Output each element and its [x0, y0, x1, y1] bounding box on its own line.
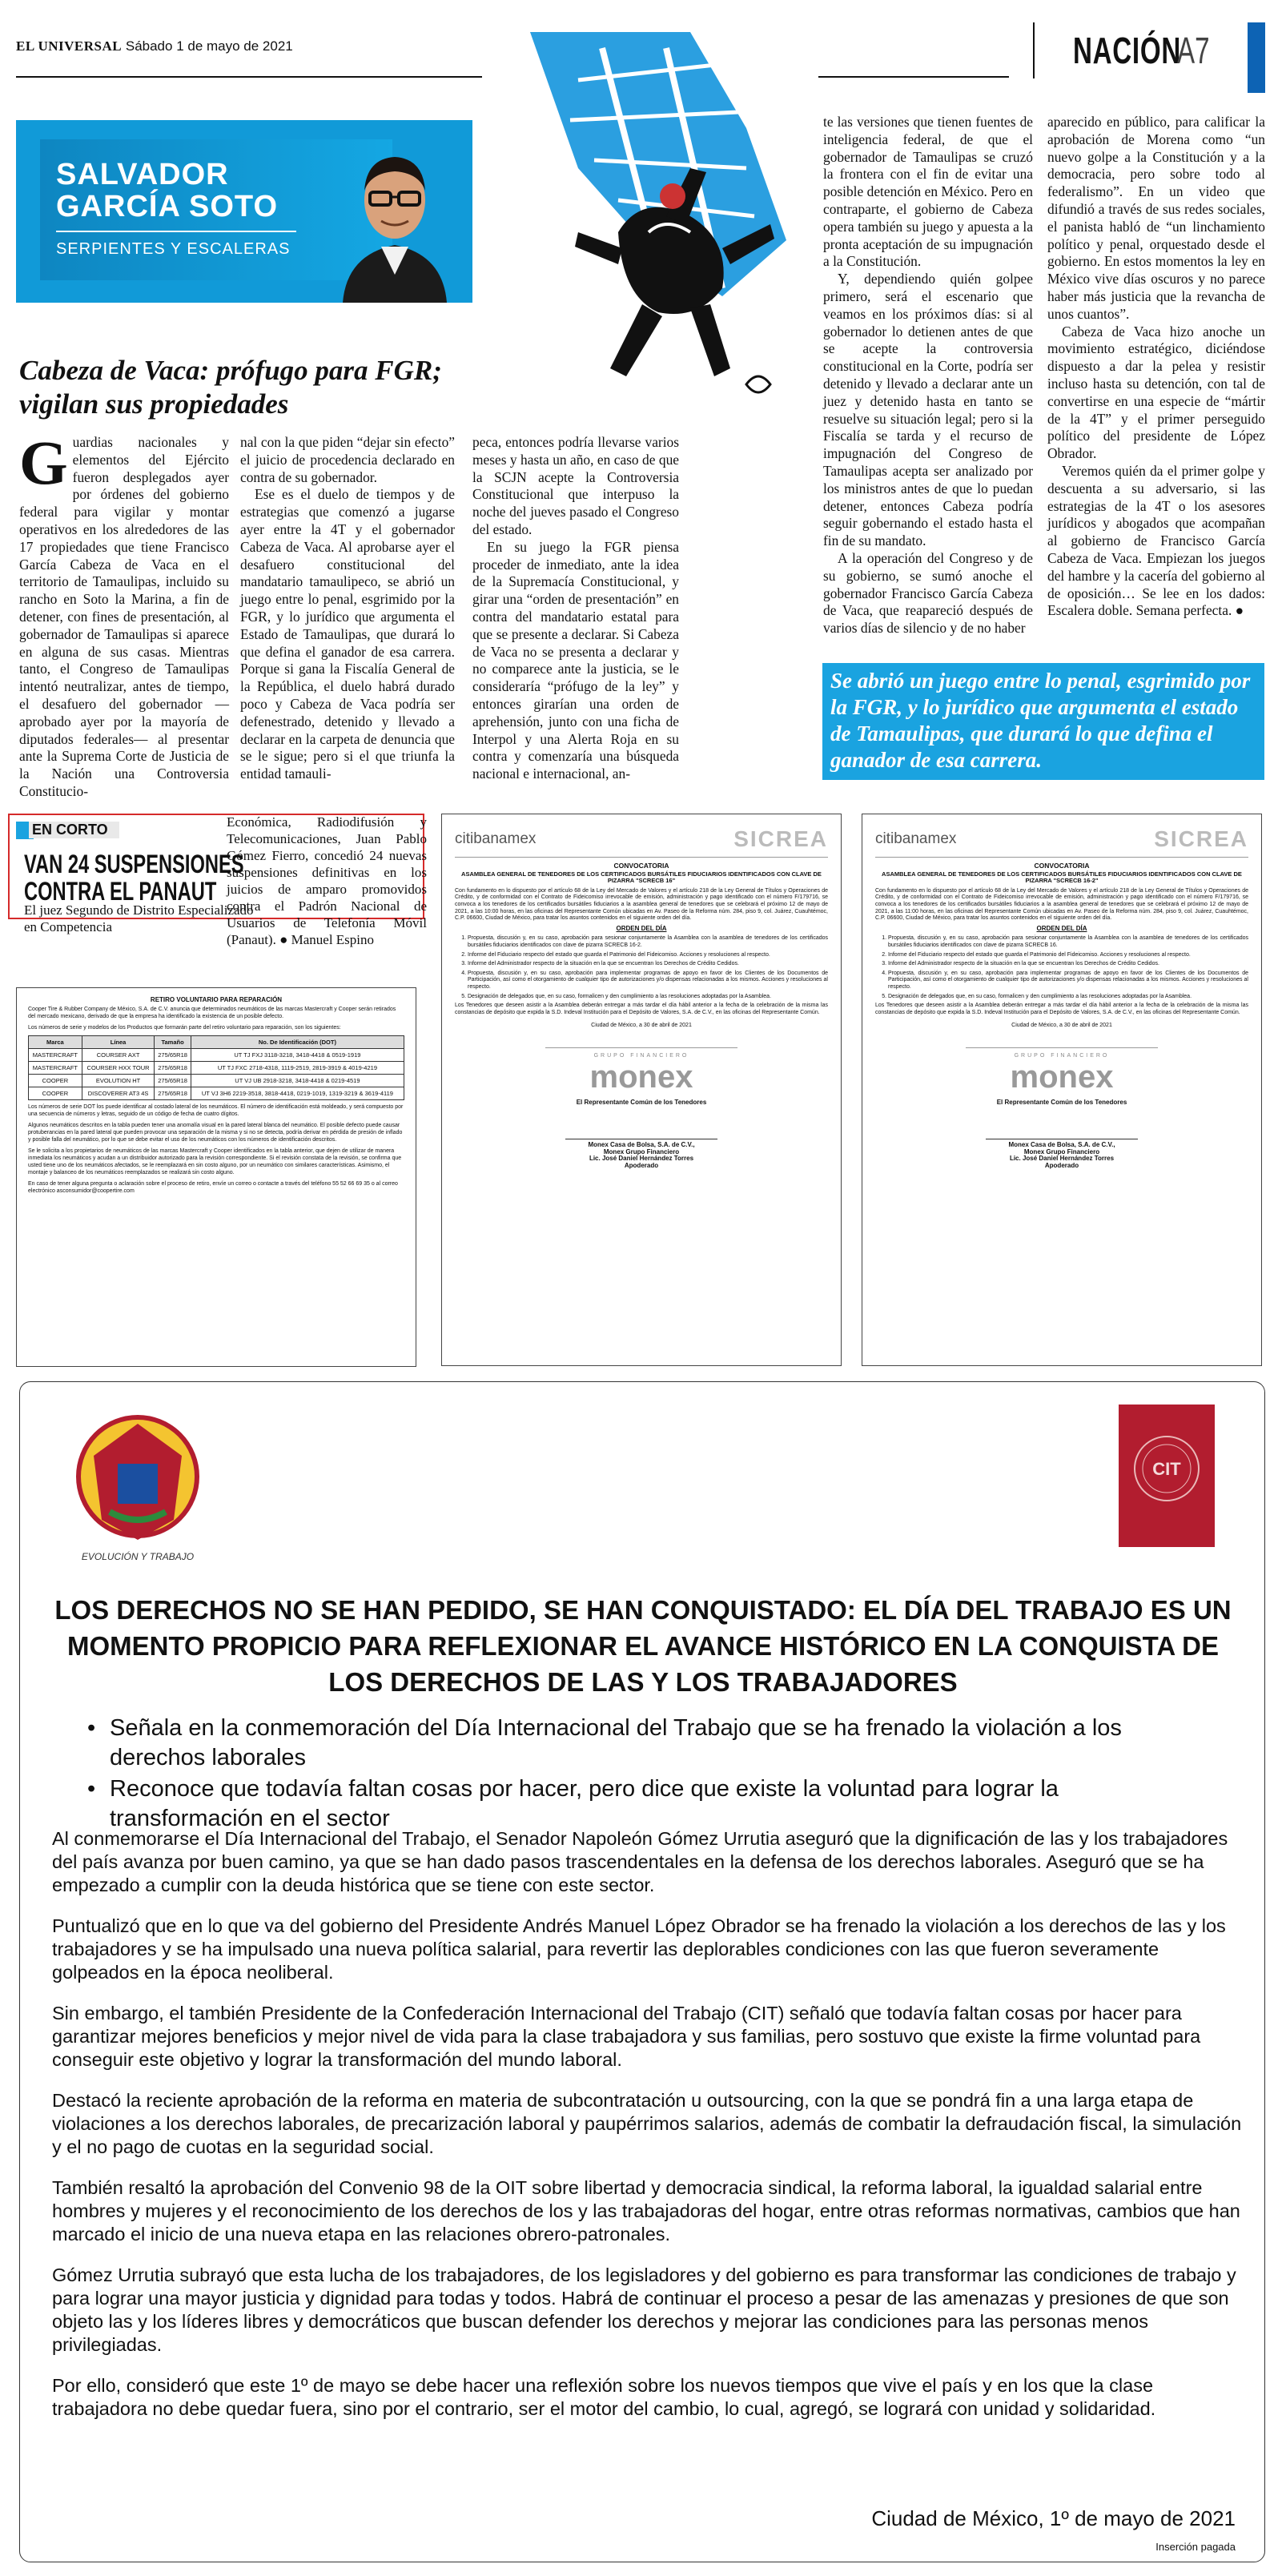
- representative-title: El Representante Común de los Tenedores: [996, 1099, 1127, 1107]
- monex-wordmark: monex: [1010, 1059, 1114, 1095]
- table-row: [29, 1075, 404, 1087]
- recall-table: [28, 1035, 404, 1100]
- article-headline: Cabeza de Vaca: prófugo para FGR; vigilan sus propiedades: [19, 355, 442, 420]
- table-cell: MASTERCRAFT: [29, 1049, 82, 1062]
- agenda-item: 4. Propuesta, discusión y, en su caso, aprobación para implementar programas de apoyo en favor de los Clientes de los Documentos de Participación, así como el otorgamiento de cualquier tipo de autorizaciones y/o dispensas relacionadas a los mismos. Acciones y resoluciones al respecto.: [888, 971, 1248, 991]
- notice-order-title: ORDEN DEL DÍA: [616, 924, 667, 932]
- columnist-banner: [16, 120, 472, 303]
- monex-wordmark: monex: [589, 1059, 693, 1095]
- signature-block: [986, 1139, 1138, 1169]
- union-logo: [62, 1408, 214, 1568]
- article-column-1: Guardias nacionales y elementos del Ejército fueron desplegados ayer por órdenes del gobierno federal para vigilar y montar operativos en los alrededores de las 17 propiedades que tiene Francisco García Cabeza de Vaca en el territorio de Tamaulipas, incluido su rancho en Soto la Marina, a fin de detener, con fines de presentación, al gobernador de Tamaulipas si aparece en alguna de sus casas. Mientras tanto, el Congreso de Tamaulipas intentó neutralizar, antes de tiempo, el desafuero del gobernador —aprobado ayer por la mayoría de diputados federales— al presentar ante la Suprema Corte de Justicia de la Nación una Controversia Constitucio-: [19, 428, 229, 799]
- monex-group-label: GRUPO FINANCIERO: [593, 1052, 689, 1059]
- citibanamex-logo: citibanamex: [455, 830, 537, 848]
- signature-line: Lic. José Daniel Hernández Torres: [589, 1155, 694, 1163]
- section-label: [1033, 22, 1265, 78]
- notice-order-title: ORDEN DEL DÍA: [1036, 924, 1087, 932]
- notice-agenda: [875, 935, 1248, 1000]
- newspaper-name: EL UNIVERSAL: [16, 38, 123, 54]
- table-cell: COOPER: [29, 1075, 82, 1087]
- signature-block: [565, 1139, 717, 1169]
- article-column-4: te las versiones que tienen fuentes de inteligencia federal, de que el gobernador de Tamaulipas se cruzó la frontera con el fin de evitar una posible detención en México. Pero en contraparte, el gobierno de Cabeza opera también su juego y apuesta a la pronta aceptación de su impugnación a la Constitución. Y, dependiendo quién golpee primero, será el escenario que veamos en los próximos días: si al gobernador lo detienen antes de que se acepte la controversia constitucional en la Corte, podría ser detenido y llevado a declarar ante un juez y detenido hasta en tanto se resuelve su situación legal; pero si la Fiscalía se tarda y el recurso de impugnación del Congreso de Tamaulipas acepta ser analizado por los ministros antes de que lo puedan detener, entonces Cabeza podría seguir gobernando el estado hasta el fin de su mandato. A la operación del Congreso y de su gobierno, se sumó anoche el gobernador Francisco García Cabeza de Vaca, que reapareció después de varios días de silencio y de no haber: [823, 114, 1033, 637]
- table-cell: COURSER HXX TOUR: [82, 1062, 155, 1075]
- signature-line: Apoderado: [624, 1161, 659, 1169]
- table-cell: 275/65R18: [155, 1049, 191, 1062]
- editorial-illustration: [482, 32, 818, 432]
- agenda-item: 5. Designación de delegados que, en su caso, formalicen y den cumplimiento a las resoluciones adoptadas por la Asamblea.: [888, 994, 1248, 1001]
- table-cell: COOPER: [29, 1087, 82, 1100]
- notice-date: Ciudad de México, a 30 de abril de 2021: [591, 1023, 692, 1029]
- agenda-item: 3. Informe del Administrador respecto de la situación en la que se encuentran los Derechos de Crédito Cedidos.: [468, 961, 828, 968]
- article-column-3: peca, entonces podría llevarse varios meses y hasta un año, en caso de que la SCJN acepte la Controversia Constitucional que interpuso la noche del jueves pasado el Congreso del estado. En su juego la FGR piensa proceder de inmediato, ante la idea de la Supremacía Constitucional, y girar una “orden de presentación” en contra del mandatario estatal para que se presente a declarar. Si Cabeza de Vaca no se presenta a declarar y no comparece ante la justicia, se le consideraría “prófugo de la ley” y entonces girarían una orden de aprehensión, junto con una ficha de Interpol y una Alerta Roja en su contra y comenzaría una búsqueda nacional e internacional, an-: [472, 434, 679, 782]
- notice-subtitle: ASAMBLEA GENERAL DE TENEDORES DE LOS CERTIFICADOS BURSÁTILES FIDUCIARIOS IDENTIFICADOS CON CLAVE DE PIZARRA "SCRECB 16": [461, 870, 822, 885]
- agenda-item: 3. Informe del Administrador respecto de la situación en la que se encuentran los Derechos de Crédito Cedidos.: [888, 961, 1248, 968]
- monex-logo: [545, 1047, 737, 1095]
- place-date: Ciudad de México, 1º de mayo de 2021: [871, 2506, 1236, 2530]
- article-column-5: aparecido en público, para calificar la aprobación de Morena como “un nuevo golpe a la Constitución y a la democracia, pero sobre todo al federalismo”. En un video que difundió a través de sus redes sociales, el panista habló de “un linchamiento político y penal, orquestado desde el gobierno. En estos momentos la ley en México vive días oscuros y no parece haber más justicia que la revancha de unos cuantos”. Cabeza de Vaca hizo anoche un movimiento estratégico, diciéndose dispuesto a dar la pelea y resistir incluso hasta su detención, con tal de convertirse en una especie de “mártir de la 4T” y el primer perseguido político del presidente de López Obrador. Veremos quién da el primer golpe y descuenta a su adversario, si las estrategias de la 4T o los asesores jurídicos y abogados que acompañan al gobierno de Francisco García Cabeza de Vaca. Empiezan los juegos del hambre y la cacería del gobierno al de oposición… Se lee en los dados: Escalera doble. Semana perfecta. ●: [1047, 114, 1265, 619]
- table-cell: EVOLUTION HT: [82, 1075, 155, 1087]
- notice-closing: Los Tenedores que deseen asistir a la Asamblea deberán entregar a más tardar el día hábil anterior a la fecha de la celebración de la misma las constancias de depósito que expida la S.D. Indeval Institución para el Depósito de Valores, S.A. de C.V., en las oficinas del Representante Común.: [875, 1003, 1248, 1015]
- section-name: NACIÓN: [1073, 30, 1181, 71]
- pull-quote: Se abrió un juego entre lo penal, esgrimido por la FGR, y lo jurídico que argumenta el estado de Tamaulipas, que durará lo que defina el ganador de esa carrera.: [822, 663, 1264, 780]
- notice-title: CONVOCATORIA: [613, 862, 669, 870]
- monex-group-label: GRUPO FINANCIERO: [1014, 1052, 1110, 1059]
- signature-line: Monex Casa de Bolsa, S.A. de C.V.,: [588, 1141, 695, 1149]
- notice-intro: Con fundamento en lo dispuesto por el artículo 68 de la Ley del Mercado de Valores y el artículo 218 de la Ley General de Títulos y Operaciones de Crédito, y de conformidad con el Contrato de Fideicomiso irrevocable de emisión, administración y pago identificado con el número F/179716, se convoca a los tenedores de los certificados bursátiles fiduciarios a la asamblea general de tenedores que se celebrará el próximo 12 de mayo de 2021, a las 10:00 horas, en las oficinas del Representante Común ubicadas en Av. Paseo de la Reforma núm. 284, piso 9, col. Juárez, Cuauhtémoc, C.P. 06600, Ciudad de México, para tratar los asuntos contenidos en el siguiente orden del día.: [455, 887, 828, 922]
- en-corto-tag: EN CORTO: [29, 822, 119, 838]
- notice-logos: [455, 822, 828, 858]
- sicrea-logo: SICREA: [1154, 826, 1248, 852]
- paid-title: LOS DERECHOS NO SE HAN PEDIDO, SE HAN CONQUISTADO: EL DÍA DEL TRABAJO ES UN MOMENTO PROPICIO PARA REFLEXIONAR EL AVANCE HISTÓRICO EN LA CONQUISTA DE LOS DERECHOS DE LAS Y LOS TRABAJADORES: [54, 1595, 1232, 1697]
- agenda-item: 2. Informe del Fiduciario respecto del estado que guarda el Patrimonio del Fideicomiso. Acciones y resoluciones al respecto.: [468, 952, 828, 959]
- article-column-2: nal con la que piden “dejar sin efecto” el juicio de procedencia declarado en contra de su gobernador. Ese es el duelo de tiempos y de estrategias que comenzó a jugarse ayer entre la 4T y el gobernador Cabeza de Vaca. Al aprobarse ayer el desafuero constitucional del mandatario tamaulipeco, se abrió un juego entre lo penal, esgrimido por la FGR, y lo jurídico que argumenta el Estado de Tamaulipas, que durará lo que defina el ganador de esa carrera. Porque si gana la Fiscalía General de la República, el duelo habrá durado poco y Cabeza de Vaca podría ser defenestrado, detenido y llevado a declarar en la carpeta de denuncia que se le sigue; pero si el que triunfa la entidad tamauli-: [240, 434, 455, 782]
- table-header-cell: Tamaño: [155, 1036, 191, 1049]
- table-header-cell: Línea: [82, 1036, 155, 1049]
- agenda-item: 2. Informe del Fiduciario respecto del estado que guarda el Patrimonio del Fideicomiso. Acciones y resoluciones al respecto.: [888, 952, 1248, 959]
- table-cell: 275/65R18: [155, 1075, 191, 1087]
- column-name: SERPIENTES Y ESCALERAS: [56, 240, 291, 258]
- agenda-item: 5. Designación de delegados que, en su caso, formalicen y den cumplimiento a las resoluciones adoptadas por la Asamblea.: [468, 994, 828, 1001]
- en-corto-body: El juez Segundo de Distrito Especializado en Competencia: [24, 902, 254, 934]
- page-number: A7: [1177, 30, 1210, 71]
- table-header-cell: Marca: [29, 1036, 82, 1049]
- bullet-item: • Señala en la conmemoración del Día Internacional del Trabajo que se ha frenado la violación a los derechos laborales: [87, 1714, 1208, 1773]
- bondholder-notice-ad: [441, 814, 842, 1366]
- section-flag: [1248, 22, 1265, 93]
- svg-text:EVOLUCIÓN Y TRABAJO: EVOLUCIÓN Y TRABAJO: [81, 1551, 195, 1562]
- table-cell: 275/65R18: [155, 1087, 191, 1100]
- notice-agenda: [455, 935, 828, 1000]
- notice-logos: [875, 822, 1248, 858]
- paid-body: Al conmemorarse el Día Internacional del Trabajo, el Senador Napoleón Gómez Urrutia aseguró que la dignificación de las y los trabajadores del país avanza por buen camino, ya que se han dado pasos trascendentales en la defensa de los derechos laborales. Aseguró que se ha empezado a cumplir con la deuda histórica que se tiene con este sector. Puntualizó que en lo que va del gobierno del Presidente Andrés Manuel López Obrador se ha frenado la violación a los derechos de las y los trabajadores y se ha impulsado una nueva política salarial, para revertir las deplorables condiciones con las que fueron severamente golpeados en la época neoliberal. Sin embargo, el también Presidente de la Confederación Internacional del Trabajo (CIT) señaló que todavía faltan cosas por hacer para garantizar mejores beneficios y mejor nivel de vida para la clase trabajadora y sus familias, pero sostuvo que existe la firme voluntad para conseguir este objetivo y lograr la transformación del mundo laboral. Destacó la reciente aprobación de la reforma en materia de subcontratación u outsourcing, con la que se pondrá fin a una larga etapa de violaciones a los derechos laborales, de precarización laboral y paupérrimos salarios, además de combatir la defraudación fiscal, la simulación y el no pago de cuotas en la seguridad social. También resaltó la aprobación del Convenio 98 de la OIT sobre libertad y democracia sindical, la reforma laboral, la igualdad salarial entre hombres y mujeres y el reconocimiento de los derechos de los y las trabajadoras del hogar, entre otras reformas normativas, cambios que han marcado el inicio de una nueva etapa en las relaciones obrero-patronales. Gómez Urrutia subrayó que esta lucha de los trabajadores, de los legisladores y del gobierno es para transformar las condiciones de trabajo y para lograr una mayor justicia y dignidad para todas y todos. Habrá de continuar el proceso a pesar de las amenazas y presiones de que son objeto las y los líderes libres y democráticos que buscan defender los derechos y mejorar las condiciones para las personas menos privilegiadas. Por ello, consideró que este 1º de mayo se debe hacer una reflexión sobre los nuevos tiempos que vive el país y en los que la clase trabajadora no debe quedar fuera, sino por el contrario, ser el motor del cambio, lo cual, agregó, se logrará con unidad y solidaridad.: [52, 1828, 1242, 2419]
- representative-title: El Representante Común de los Tenedores: [576, 1099, 707, 1107]
- table-cell: COURSER AXT: [82, 1049, 155, 1062]
- signature-line: Monex Casa de Bolsa, S.A. de C.V.,: [1008, 1141, 1115, 1149]
- signature-line: Lic. José Daniel Hernández Torres: [1009, 1155, 1115, 1163]
- notice-title: CONVOCATORIA: [1034, 862, 1090, 870]
- table-cell: UT TJ FXC 2718-4318, 1119-2519, 2819-3919 & 4019-4219: [191, 1062, 404, 1075]
- columnist-portrait: [335, 135, 455, 303]
- table-row: [29, 1049, 404, 1062]
- paid-bullets: [87, 1714, 1208, 1835]
- sicrea-logo: SICREA: [733, 826, 828, 852]
- bondholder-notice-ad: [862, 814, 1262, 1366]
- notice-subtitle: ASAMBLEA GENERAL DE TENEDORES DE LOS CERTIFICADOS BURSÁTILES FIDUCIARIOS IDENTIFICADOS CON CLAVE DE PIZARRA "SCRECB 16-2": [882, 870, 1242, 885]
- en-corto-headline: VAN 24 SUSPENSIONES CONTRA EL PANAUT: [24, 850, 244, 906]
- notice-closing: Los Tenedores que deseen asistir a la Asamblea deberán entregar a más tardar el día hábil anterior a la fecha de la celebración de la misma las constancias de depósito que expida la S.D. Indeval Institución para el Depósito de Valores, S.A. de C.V., en las oficinas del Representante Común.: [455, 1003, 828, 1015]
- agenda-item: 1. Propuesta, discusión y, en su caso, aprobación para sesionar conjuntamente la Asamblea con la asamblea de tenedores de los certificados bursátiles fiduciarios identificados con clave de pizarra SCRECB 16-2.: [468, 935, 828, 949]
- table-cell: UT TJ FXJ 3118-3218, 3418-4418 & 0519-1919: [191, 1049, 404, 1062]
- signature-line: Monex Grupo Financiero: [603, 1147, 680, 1155]
- en-corto-body-continued: Económica, Radiodifusión y Telecomunicaciones, Juan Pablo Gómez Fierro, concedió 24 nuevas suspensiones definitivas en los juicios de amparo promovidos contra el Padrón Nacional de Usuarios de Telefonía Móvil (Panaut). ● Manuel Espino: [227, 814, 427, 947]
- drop-cap: G: [19, 428, 68, 497]
- masthead: [16, 38, 293, 54]
- table-cell: MASTERCRAFT: [29, 1062, 82, 1075]
- columnist-name: SALVADOR GARCÍA SOTO: [56, 158, 279, 223]
- notice-date: Ciudad de México, a 30 de abril de 2021: [1011, 1023, 1112, 1029]
- issue-date: Sábado 1 de mayo de 2021: [125, 38, 293, 54]
- monex-logo: [966, 1047, 1158, 1095]
- table-cell: DISCOVERER AT3 4S: [82, 1087, 155, 1100]
- recall-title: RETIRO VOLUNTARIO PARA REPARACIÓN: [150, 996, 283, 1003]
- notice-intro: Con fundamento en lo dispuesto por el artículo 68 de la Ley del Mercado de Valores y el artículo 218 de la Ley General de Títulos y Operaciones de Crédito, y de conformidad con el Contrato de Fideicomiso irrevocable de emisión, administración y pago identificado con el número F/179716, se convoca a los tenedores de los certificados bursátiles fiduciarios a la asamblea general de tenedores que se celebrará el próximo 12 de mayo de 2021, a las 11:00 horas, en las oficinas del Representante Común ubicadas en Av. Paseo de la Reforma núm. 284, piso 9, col. Juárez, Cuauhtémoc, C.P. 06600, Ciudad de México, para tratar los asuntos contenidos en el siguiente orden del día.: [875, 887, 1248, 922]
- bullet-item: • Reconoce que todavía faltan cosas por hacer, pero dice que existe la voluntad para lograr la transformación en el sector: [87, 1774, 1208, 1834]
- agenda-item: 4. Propuesta, discusión y, en su caso, aprobación para implementar programas de apoyo en favor de los Clientes de los Documentos de Participación, así como el otorgamiento de cualquier tipo de autorizaciones y/o dispensas relacionadas a los mismos. Acciones y resoluciones al respecto.: [468, 971, 828, 991]
- recall-notice-ad: RETIRO VOLUNTARIO PARA REPARACIÓN Cooper Tire & Rubber Company de México, S.A. de C.V. anuncia que determinados neumáticos de las marcas Mastercraft y Cooper serán retirados del mercado mexicano, derivado de que la empresa ha identificado la existencia de un posible defecto. Los números de serie y modelos de los Productos que formarán parte del retiro voluntario para reparación, son los siguientes: Marca Línea Tamaño No. De Identificación (DOT) MASTERCRAFT COURSER AXT 275/65R18 UT TJ FXJ 3118-3218, 3418-4418 & 0519-1919 MASTERCRAFT COURSER HXX TOUR 275/65R18 UT TJ FXC 2718-4318, 1119-2519, 2819-3919 & 4019-4219 COOPER EVOLUTION HT 275/65R18 UT VJ UB 2918-3218, 3418-4418 & 0219-4519 COOPER DISCOVERER AT3 4S 275/65R18 UT VJ 3H6 2219-3518, 3818-4418, 0219-1019, 1319-3219 & 3619-4119 Los números de serie DOT los puede identificar al costado lateral de los neumáticos. El número de identificación está moldeado, y será compuesto por una secuencia de números y letras, seguido de un código de fecha de cuatro dígitos. Algunos neumáticos descritos en la tabla pueden tener una anomalía visual en la pared lateral blanca del neumático. El posible defecto puede causar protuberancias en la pared lateral que pueden provocar una separación de la misma y si no se detecta, podría derivar en pérdida de presión de inflado y posible falla del neumático, por lo que se debe evitar el uso de los neumáticos con los números de identificación descritos. Se le solicita a los propietarios de neumáticos de las marcas Mastercraft y Cooper identificados en la tabla anterior, que dejen de utilizar de manera inmediata los neumáticos y acudan a un distribuidor autorizado para la revisión correspondiente. Si el revisión constata de la revisión, se confirma que usted tiene uno de los neumáticos afectados, se le reemplazará en sin costo alguno, por un neumático con similares características. Asimismo, el montaje y balanceo de los neumáticos reemplazados se realizará sin costo alguno. En caso de tener alguna pregunta o aclaración sobre el proceso de retiro, envíe un correo o contacte a través del teléfono 55 52 66 69 35 o al correo electrónico asconsumidor@coopertire.com: [16, 987, 416, 1367]
- svg-text:CIT: CIT: [1152, 1459, 1181, 1479]
- table-row: [29, 1087, 404, 1100]
- agenda-item: 1. Propuesta, discusión y, en su caso, aprobación para sesionar conjuntamente la Asamblea con la asamblea de tenedores de los certificados bursátiles fiduciarios identificados con clave de pizarra SCRECB 16.: [888, 935, 1248, 949]
- paid-insertion-label: Inserción pagada: [1155, 2541, 1236, 2553]
- signature-line: Monex Grupo Financiero: [1023, 1147, 1100, 1155]
- table-cell: 275/65R18: [155, 1062, 191, 1075]
- table-cell: UT VJ 3H6 2219-3518, 3818-4418, 0219-1019, 1319-3219 & 3619-4119: [191, 1087, 404, 1100]
- paid-insertion: [19, 1381, 1265, 2562]
- table-row: [29, 1062, 404, 1075]
- cit-logo: [1119, 1405, 1215, 1547]
- citibanamex-logo: citibanamex: [875, 830, 957, 848]
- table-header-cell: No. De Identificación (DOT): [191, 1036, 404, 1049]
- table-cell: UT VJ UB 2918-3218, 3418-4418 & 0219-4519: [191, 1075, 404, 1087]
- signature-line: Apoderado: [1044, 1161, 1079, 1169]
